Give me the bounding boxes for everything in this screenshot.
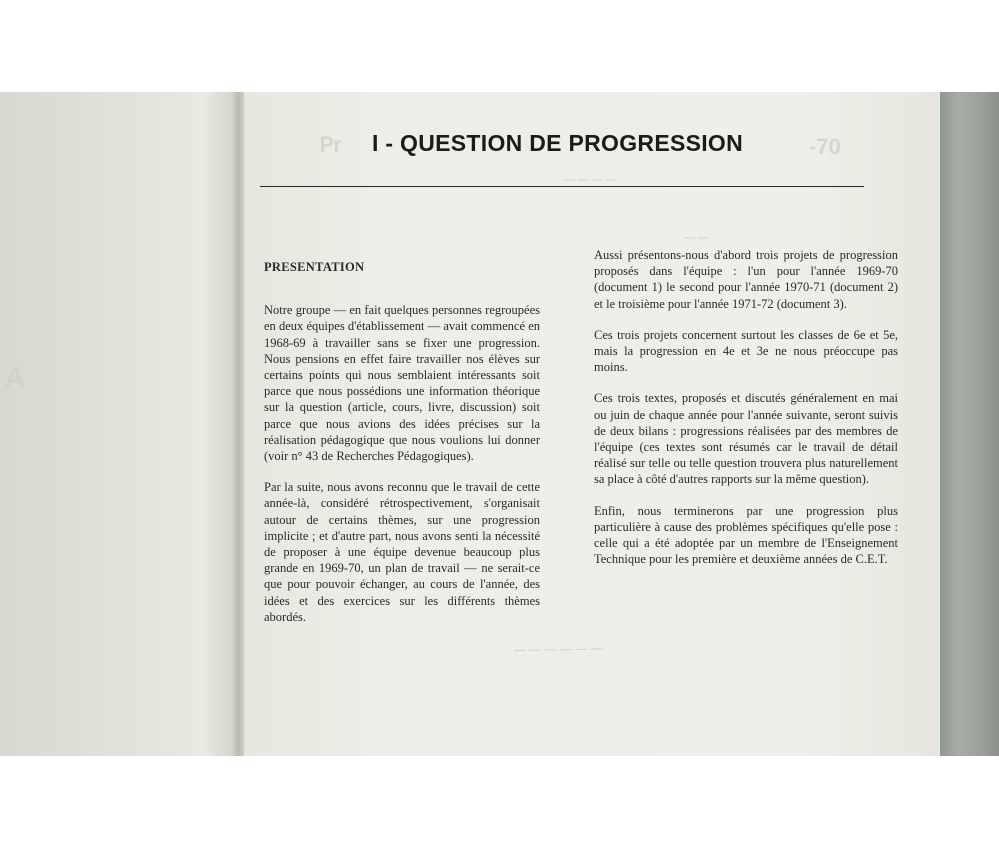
title-rule — [260, 186, 864, 187]
left-column — [264, 259, 540, 640]
paragraph: Ces trois projets concernent surtout les classes de 6e et 5e, mais la progression en 4e et 3e ne nous préoccupe pas moins. — [594, 327, 898, 375]
page-title: I - QUESTION DE PROGRESSION — [372, 130, 744, 156]
book-cover-edge — [940, 92, 999, 756]
right-page — [244, 92, 944, 756]
paragraph: Ces trois textes, proposés et discutés généralement en mai ou juin de chaque année pour l'année suivante, seront suivis de deux bilans : progressions réalisées par des membres de l'équipe (ces textes sont résumés car le travail de détail réalisé sur telle ou telle question trouvera plus naturellement sa place à côté d'autres rapports sur la même question). — [594, 391, 898, 487]
right-column — [594, 247, 898, 582]
bleed-through-text: — — — — — — — [513, 641, 603, 657]
book-photo — [0, 92, 999, 756]
paragraph: Notre groupe — en fait quelques personnes regroupées en deux équipes d'établissement — avait commencé en 1968-69 à travailler sans se fixer une progression. Nous pensions en effet faire travailler nos élèves sur certains points qui nous semblaient intéressants soit parce que nous possédions une information théorique sur la question (article, cours, livre, discussion) soit parce que nous avions des idées précises sur la réalisation pédagogique que nous voulions lui donner (voir n° 43 de Recherches Pédagogiques). — [264, 303, 540, 464]
paragraph: Enfin, nous terminerons par une progression plus particulière à cause des problèmes spécifiques qu'elle pose : celle qui a été adoptée par un membre de l'Enseignement Technique pour les première et deuxième années de C.E.T. — [594, 503, 898, 567]
paragraph: Par la suite, nous avons reconnu que le travail de cette année-là, considéré rétrospectivement, s'organisait autour de certains thèmes, sur une progression implicite ; et d'autre part, nous avons senti la nécessité de proposer à une équipe devenue beaucoup plus grande en 1969-70, un plan de travail — ne serait-ce que pour pouvoir échanger, au cours de l'année, des idées et des exercices sur les différents thèmes abordés. — [264, 480, 540, 624]
bleed-through-text: — — — — — [564, 174, 618, 186]
section-heading: PRESENTATION — [264, 260, 365, 274]
bleed-through-text: — — — [684, 232, 710, 244]
bleed-through-text: Pr — [319, 132, 342, 157]
bleed-through-mark: A — [4, 362, 26, 395]
left-page — [0, 92, 240, 756]
paragraph: Aussi présentons-nous d'abord trois projets de progression proposés dans l'équipe : l'un pour l'année 1969-70 (document 1) le second pour l'année 1970-71 (document 2) et le troisième pour l'année 1971-72 (document 3). — [594, 248, 898, 311]
bleed-through-text: -70 — [809, 134, 841, 159]
